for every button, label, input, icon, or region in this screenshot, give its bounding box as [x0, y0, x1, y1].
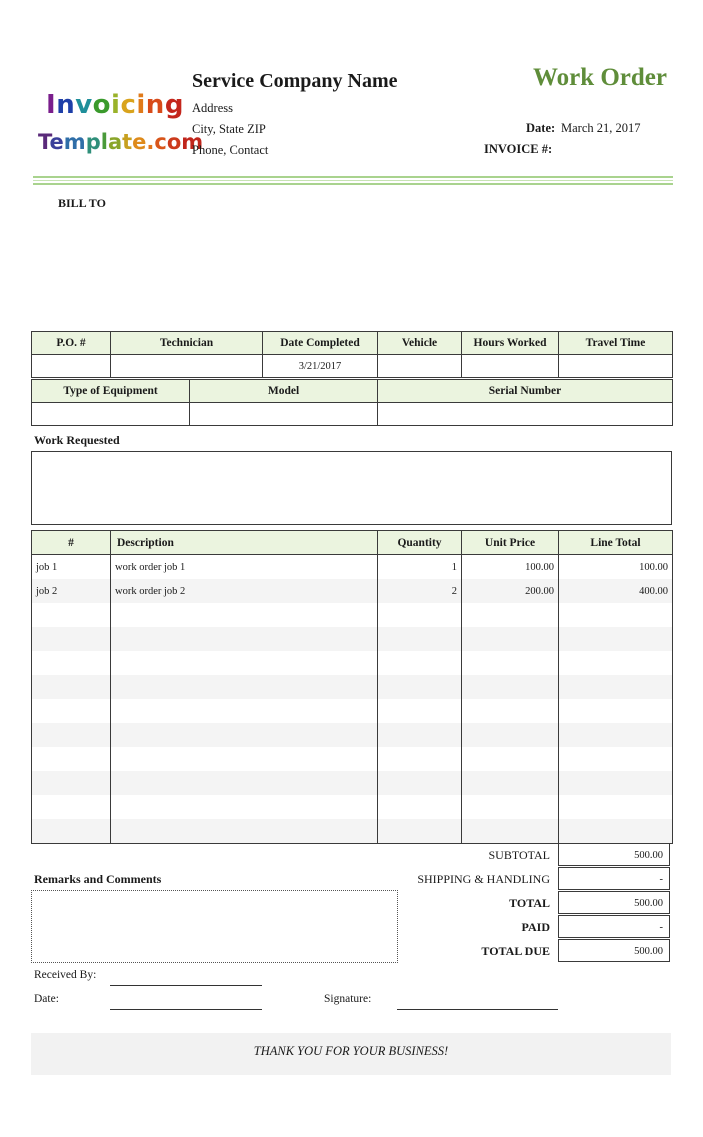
- model-header: Model: [190, 380, 378, 403]
- table-row[interactable]: [32, 603, 673, 627]
- vehicle-header: Vehicle: [378, 332, 462, 355]
- remarks-label: Remarks and Comments: [34, 872, 162, 886]
- footer-message: THANK YOU FOR YOUR BUSINESS!: [31, 1033, 671, 1075]
- item-line-total: 100.00: [559, 555, 673, 580]
- technician-header: Technician: [111, 332, 263, 355]
- equipment-table: [31, 379, 673, 426]
- table-row[interactable]: [32, 555, 673, 580]
- date-label: Date:: [526, 121, 556, 135]
- quantity-header: Quantity: [378, 531, 462, 555]
- table-row[interactable]: [32, 675, 673, 699]
- header-divider-bottom: [33, 183, 673, 185]
- paid-label: PAID: [521, 920, 550, 934]
- travel-time-cell[interactable]: [559, 355, 673, 378]
- item-unit-price: 200.00: [462, 579, 559, 603]
- total-label: TOTAL: [509, 896, 550, 910]
- table-row[interactable]: [32, 819, 673, 844]
- work-requested-label: Work Requested: [34, 433, 120, 447]
- header-divider-thin: [33, 180, 673, 181]
- shipping-label: SHIPPING & HANDLING: [417, 872, 550, 886]
- hours-worked-header: Hours Worked: [462, 332, 559, 355]
- item-quantity: 1: [378, 555, 462, 580]
- paid-value[interactable]: -: [558, 915, 670, 938]
- signature-date-line[interactable]: [110, 1009, 262, 1010]
- travel-time-header: Travel Time: [559, 332, 673, 355]
- table-row[interactable]: [32, 747, 673, 771]
- model-cell[interactable]: [190, 403, 378, 426]
- unit-price-header: Unit Price: [462, 531, 559, 555]
- equipment-type-header: Type of Equipment: [32, 380, 190, 403]
- total-due-label: TOTAL DUE: [481, 944, 550, 958]
- item-description: work order job 2: [111, 579, 378, 603]
- table-row[interactable]: [32, 771, 673, 795]
- hours-worked-cell[interactable]: [462, 355, 559, 378]
- total-due-value: 500.00: [558, 939, 670, 962]
- item-description: work order job 1: [111, 555, 378, 580]
- item-unit-price: 100.00: [462, 555, 559, 580]
- vehicle-cell[interactable]: [378, 355, 462, 378]
- po-number-header: P.O. #: [32, 332, 111, 355]
- date-value: March 21, 2017: [561, 121, 641, 135]
- table-row[interactable]: [32, 795, 673, 819]
- table-row[interactable]: [32, 627, 673, 651]
- company-name: Service Company Name: [192, 70, 398, 92]
- item-line-total: 400.00: [559, 579, 673, 603]
- invoice-number-label: INVOICE #:: [484, 142, 553, 156]
- table-row[interactable]: [32, 699, 673, 723]
- item-number-header: #: [32, 531, 111, 555]
- subtotal-value: 500.00: [558, 843, 670, 866]
- description-header: Description: [111, 531, 378, 555]
- company-city: City, State ZIP: [192, 122, 266, 136]
- serial-number-cell[interactable]: [378, 403, 673, 426]
- work-requested-box[interactable]: [31, 451, 672, 525]
- table-row[interactable]: [32, 723, 673, 747]
- logo-line1: Invoicing: [46, 90, 184, 120]
- logo-line2: Template.com: [38, 130, 204, 154]
- item-number: job 2: [32, 579, 111, 603]
- subtotal-label: SUBTOTAL: [488, 848, 550, 862]
- company-address: Address: [192, 101, 233, 115]
- line-total-header: Line Total: [559, 531, 673, 555]
- equipment-type-cell[interactable]: [32, 403, 190, 426]
- signature-date-label: Date:: [34, 993, 59, 1005]
- shipping-value[interactable]: -: [558, 867, 670, 890]
- serial-number-header: Serial Number: [378, 380, 673, 403]
- signature-line[interactable]: [397, 1009, 558, 1010]
- header-divider: [33, 176, 673, 178]
- document-title: Work Order: [532, 64, 667, 91]
- line-items-table: [31, 530, 673, 844]
- date-completed-header: Date Completed: [263, 332, 378, 355]
- table-row[interactable]: [32, 651, 673, 675]
- table-row[interactable]: [32, 579, 673, 603]
- received-by-line[interactable]: [110, 985, 262, 986]
- technician-cell[interactable]: [111, 355, 263, 378]
- po-number-cell[interactable]: [32, 355, 111, 378]
- work-info-table: [31, 331, 673, 378]
- total-value: 500.00: [558, 891, 670, 914]
- company-phone: Phone, Contact: [192, 143, 269, 157]
- date-completed-cell[interactable]: 3/21/2017: [263, 355, 378, 378]
- remarks-box[interactable]: [31, 890, 398, 963]
- item-number: job 1: [32, 555, 111, 580]
- received-by-label: Received By:: [34, 969, 97, 981]
- signature-label: Signature:: [324, 993, 372, 1005]
- bill-to-label: BILL TO: [58, 196, 106, 210]
- item-quantity: 2: [378, 579, 462, 603]
